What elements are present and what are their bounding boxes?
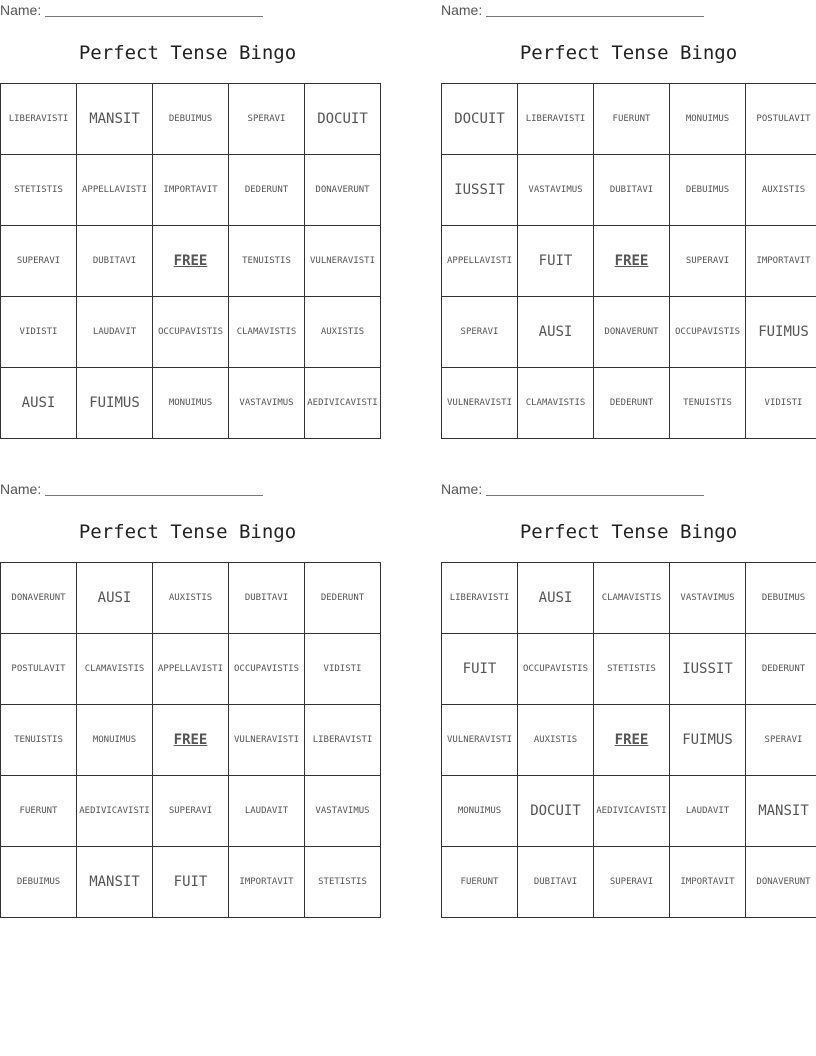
bingo-cell: DEDERUNT: [746, 634, 816, 705]
bingo-cell: VIDISTI: [1, 297, 77, 368]
bingo-cell: DONAVERUNT: [305, 155, 381, 226]
bingo-cell: MANSIT: [77, 847, 153, 918]
bingo-cell: LIBERAVISTI: [442, 563, 518, 634]
bingo-cell: TENUISTIS: [229, 226, 305, 297]
grid-row: [1, 776, 381, 847]
card-title: Perfect Tense Bingo: [78, 42, 297, 64]
bingo-cell: VULNERAVISTI: [442, 705, 518, 776]
name-line: [0, 481, 263, 497]
bingo-cell: OCCUPAVISTIS: [153, 297, 229, 368]
bingo-cell: APPELLAVISTI: [442, 226, 518, 297]
bingo-cell: IUSSIT: [442, 155, 518, 226]
bingo-cell: CLAMAVISTIS: [518, 368, 594, 439]
bingo-cell: LAUDAVIT: [77, 297, 153, 368]
bingo-cell: MONUIMUS: [442, 776, 518, 847]
grid-row: [1, 368, 381, 439]
bingo-cell: CLAMAVISTIS: [77, 634, 153, 705]
free-space-cell: FREE: [153, 705, 229, 776]
free-space-cell: FREE: [594, 705, 670, 776]
name-label: Name:: [0, 481, 42, 497]
grid-row: [1, 847, 381, 918]
bingo-cell: APPELLAVISTI: [153, 634, 229, 705]
bingo-cell: DEBUIMUS: [746, 563, 816, 634]
grid-row: [442, 634, 816, 705]
bingo-cell: DONAVERUNT: [594, 297, 670, 368]
bingo-cell: FUERUNT: [1, 776, 77, 847]
name-blank-line: [45, 2, 263, 17]
bingo-cell: DEBUIMUS: [670, 155, 746, 226]
bingo-grid: [0, 83, 381, 439]
bingo-cell: DOCUIT: [305, 84, 381, 155]
bingo-cell: LAUDAVIT: [229, 776, 305, 847]
bingo-cell: FUERUNT: [594, 84, 670, 155]
bingo-cell: FUIMUS: [77, 368, 153, 439]
grid-row: [442, 563, 816, 634]
bingo-cell: MONUIMUS: [77, 705, 153, 776]
name-blank-line: [45, 481, 263, 496]
grid-row: [442, 705, 816, 776]
bingo-cell: CLAMAVISTIS: [594, 563, 670, 634]
grid-row: [1, 705, 381, 776]
bingo-cell: FUIMUS: [746, 297, 816, 368]
bingo-cell: AUSI: [518, 297, 594, 368]
bingo-cell: AEDIVICAVISTI: [77, 776, 153, 847]
grid-row: [442, 84, 816, 155]
bingo-cell: AUXISTIS: [746, 155, 816, 226]
bingo-cell: AUSI: [1, 368, 77, 439]
bingo-cell: LIBERAVISTI: [305, 705, 381, 776]
grid-row: [442, 155, 816, 226]
bingo-cell: OCCUPAVISTIS: [518, 634, 594, 705]
bingo-grid: [441, 562, 816, 918]
bingo-cell: FUIT: [442, 634, 518, 705]
bingo-cell: FUIT: [518, 226, 594, 297]
bingo-cell: FUIT: [153, 847, 229, 918]
bingo-cell: SUPERAVI: [1, 226, 77, 297]
bingo-cell: SPERAVI: [442, 297, 518, 368]
grid-row: [442, 368, 816, 439]
card-title: Perfect Tense Bingo: [78, 521, 297, 543]
bingo-cell: MANSIT: [746, 776, 816, 847]
bingo-cell: AUSI: [77, 563, 153, 634]
bingo-cell: DONAVERUNT: [1, 563, 77, 634]
name-label: Name:: [441, 481, 483, 497]
bingo-cell: FUERUNT: [442, 847, 518, 918]
card-title: Perfect Tense Bingo: [519, 42, 738, 64]
name-line: [0, 2, 263, 18]
bingo-cell: SUPERAVI: [670, 226, 746, 297]
name-label: Name:: [0, 2, 42, 18]
bingo-cell: DUBITAVI: [229, 563, 305, 634]
bingo-cell: VIDISTI: [746, 368, 816, 439]
bingo-cell: OCCUPAVISTIS: [229, 634, 305, 705]
bingo-cell: AUSI: [518, 563, 594, 634]
bingo-cell: DEDERUNT: [305, 563, 381, 634]
grid-row: [442, 776, 816, 847]
grid-row: [1, 155, 381, 226]
name-blank-line: [486, 2, 704, 17]
bingo-grid: [0, 562, 381, 918]
grid-row: [1, 226, 381, 297]
bingo-cell: AEDIVICAVISTI: [594, 776, 670, 847]
bingo-cell: VASTAVIMUS: [229, 368, 305, 439]
grid-row: [1, 634, 381, 705]
bingo-cell: DUBITAVI: [518, 847, 594, 918]
bingo-cell: MONUIMUS: [670, 84, 746, 155]
grid-row: [1, 297, 381, 368]
bingo-cell: DUBITAVI: [594, 155, 670, 226]
bingo-cell: LIBERAVISTI: [518, 84, 594, 155]
bingo-cell: DUBITAVI: [77, 226, 153, 297]
free-space-cell: FREE: [594, 226, 670, 297]
name-label: Name:: [441, 2, 483, 18]
bingo-cell: MONUIMUS: [153, 368, 229, 439]
bingo-cell: VASTAVIMUS: [305, 776, 381, 847]
bingo-cell: VASTAVIMUS: [518, 155, 594, 226]
bingo-cell: DEBUIMUS: [1, 847, 77, 918]
bingo-cell: VULNERAVISTI: [442, 368, 518, 439]
bingo-cell: STETISTIS: [594, 634, 670, 705]
bingo-cell: SPERAVI: [746, 705, 816, 776]
bingo-cell: IMPORTAVIT: [153, 155, 229, 226]
bingo-cell: SUPERAVI: [594, 847, 670, 918]
bingo-cell: VIDISTI: [305, 634, 381, 705]
bingo-cell: IMPORTAVIT: [746, 226, 816, 297]
bingo-cell: STETISTIS: [1, 155, 77, 226]
bingo-cell: IMPORTAVIT: [229, 847, 305, 918]
bingo-cell: DEBUIMUS: [153, 84, 229, 155]
bingo-cell: VASTAVIMUS: [670, 563, 746, 634]
bingo-cell: AEDIVICAVISTI: [305, 368, 381, 439]
grid-row: [442, 297, 816, 368]
bingo-cell: TENUISTIS: [670, 368, 746, 439]
name-line: [441, 2, 704, 18]
bingo-cell: DONAVERUNT: [746, 847, 816, 918]
bingo-cell: DOCUIT: [442, 84, 518, 155]
bingo-cell: DOCUIT: [518, 776, 594, 847]
bingo-grid: [441, 83, 816, 439]
name-line: [441, 481, 704, 497]
bingo-cell: TENUISTIS: [1, 705, 77, 776]
bingo-cell: LAUDAVIT: [670, 776, 746, 847]
bingo-cell: AUXISTIS: [153, 563, 229, 634]
bingo-cell: LIBERAVISTI: [1, 84, 77, 155]
bingo-cell: IUSSIT: [670, 634, 746, 705]
bingo-cell: OCCUPAVISTIS: [670, 297, 746, 368]
bingo-cell: STETISTIS: [305, 847, 381, 918]
bingo-cell: DEDERUNT: [594, 368, 670, 439]
bingo-cell: FUIMUS: [670, 705, 746, 776]
grid-row: [1, 84, 381, 155]
bingo-cell: SUPERAVI: [153, 776, 229, 847]
grid-row: [442, 847, 816, 918]
free-space-cell: FREE: [153, 226, 229, 297]
bingo-cell: VULNERAVISTI: [229, 705, 305, 776]
bingo-cell: AUXISTIS: [518, 705, 594, 776]
grid-row: [1, 563, 381, 634]
bingo-cell: POSTULAVIT: [1, 634, 77, 705]
name-blank-line: [486, 481, 704, 496]
bingo-cell: CLAMAVISTIS: [229, 297, 305, 368]
card-title: Perfect Tense Bingo: [519, 521, 738, 543]
bingo-cell: VULNERAVISTI: [305, 226, 381, 297]
bingo-cell: SPERAVI: [229, 84, 305, 155]
bingo-cell: AUXISTIS: [305, 297, 381, 368]
bingo-cell: MANSIT: [77, 84, 153, 155]
bingo-cell: DEDERUNT: [229, 155, 305, 226]
bingo-cell: APPELLAVISTI: [77, 155, 153, 226]
bingo-cell: POSTULAVIT: [746, 84, 816, 155]
grid-row: [442, 226, 816, 297]
bingo-cell: IMPORTAVIT: [670, 847, 746, 918]
